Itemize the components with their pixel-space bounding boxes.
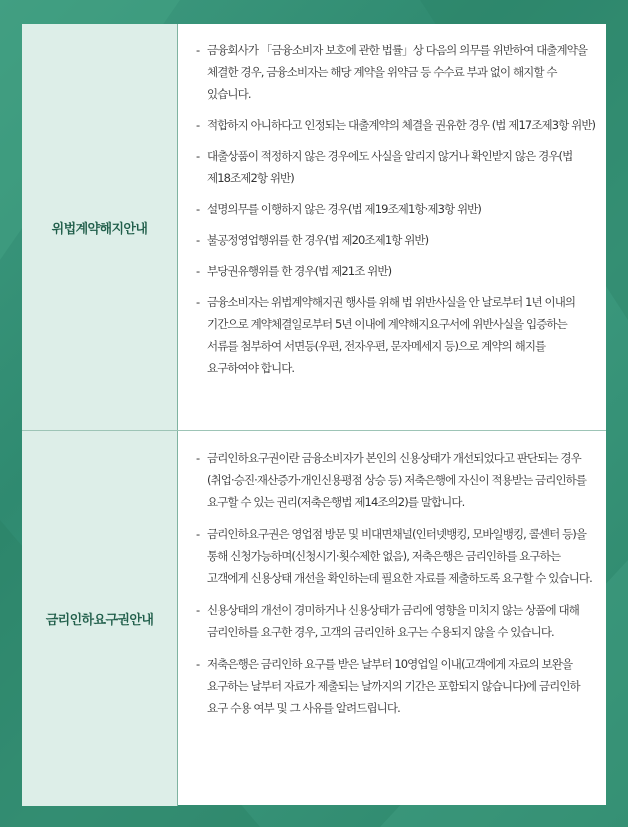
list-item: - 불공정영업행위를 한 경우(법 제20조제1항 위반) (196, 229, 598, 251)
list-item: - 금융소비자는 위법계약해지권 행사를 위해 법 위반사실을 안 날로부터 1년 이내의 기간으로 계약체결일로부터 5년 이내에 계약해지요구서에 위반사실을 입증하는 서류를 첨부하여 서면등(우편, 전자우편, 문자메세지 등)으로 계약의 해지를 요구하여야 합니다. (196, 291, 598, 379)
list-item: - 금리인하요구권은 영업점 방문 및 비대면채널(인터넷뱅킹, 모바일뱅킹, 콜센터 등)을 통해 신청가능하며(신청시기·횟수제한 없음), 저축은행은 금리인하를 요구하는 고객에게 신용상태 개선을 확인하는데 필요한 자료를 제출하도록 요구할 수 있습니다. (196, 523, 598, 589)
rate-reduction-request-section (22, 430, 606, 806)
section-content (178, 24, 606, 430)
section-header-cell (22, 431, 178, 806)
section-title: 금리인하요구권안내 (45, 613, 154, 628)
info-table (22, 24, 606, 805)
section-header-cell (22, 24, 178, 430)
list-item: - 대출상품이 적정하지 않은 경우에도 사실을 알리지 않거나 확인받지 않은 경우(법 제18조제2항 위반) (196, 145, 598, 189)
list-item: - 금리인하요구권이란 금융소비자가 본인의 신용상태가 개선되었다고 판단되는 경우(취업·승진·재산증가·개인신용평점 상승 등) 저축은행에 자신이 적용받는 금리인하를 요구할 수 있는 권리(저축은행법 제14조의2)를 말합니다. (196, 447, 598, 513)
illegal-contract-termination-section (22, 24, 606, 430)
list-item: - 금융회사가 「금융소비자 보호에 관한 법률」상 다음의 의무를 위반하여 대출계약을 체결한 경우, 금융소비자는 해당 계약을 위약금 등 수수료 부과 없이 해지할 수 있습니다. (196, 39, 598, 105)
list-item: - 부당권유행위를 한 경우(법 제21조 위반) (196, 260, 598, 282)
list-item: - 신용상태의 개선이 경미하거나 신용상태가 금리에 영향을 미치지 않는 상품에 대해 금리인하를 요구한 경우, 고객의 금리인하 요구는 수용되지 않을 수 있습니다. (196, 599, 598, 643)
list-item: - 저축은행은 금리인하 요구를 받은 날부터 10영업일 이내(고객에게 자료의 보완을 요구하는 날부터 자료가 제출되는 날까지의 기간은 포함되지 않습니다)에 금리인하 요구 수용 여부 및 그 사유를 알려드립니다. (196, 653, 598, 719)
list-item: - 적합하지 아니하다고 인정되는 대출계약의 체결을 권유한 경우 (법 제17조제3항 위반) (196, 114, 598, 136)
list-item: - 설명의무를 이행하지 않은 경우(법 제19조제1항·제3항 위반) (196, 198, 598, 220)
section-content (178, 431, 606, 806)
section-title: 위법계약해지안내 (51, 221, 148, 237)
